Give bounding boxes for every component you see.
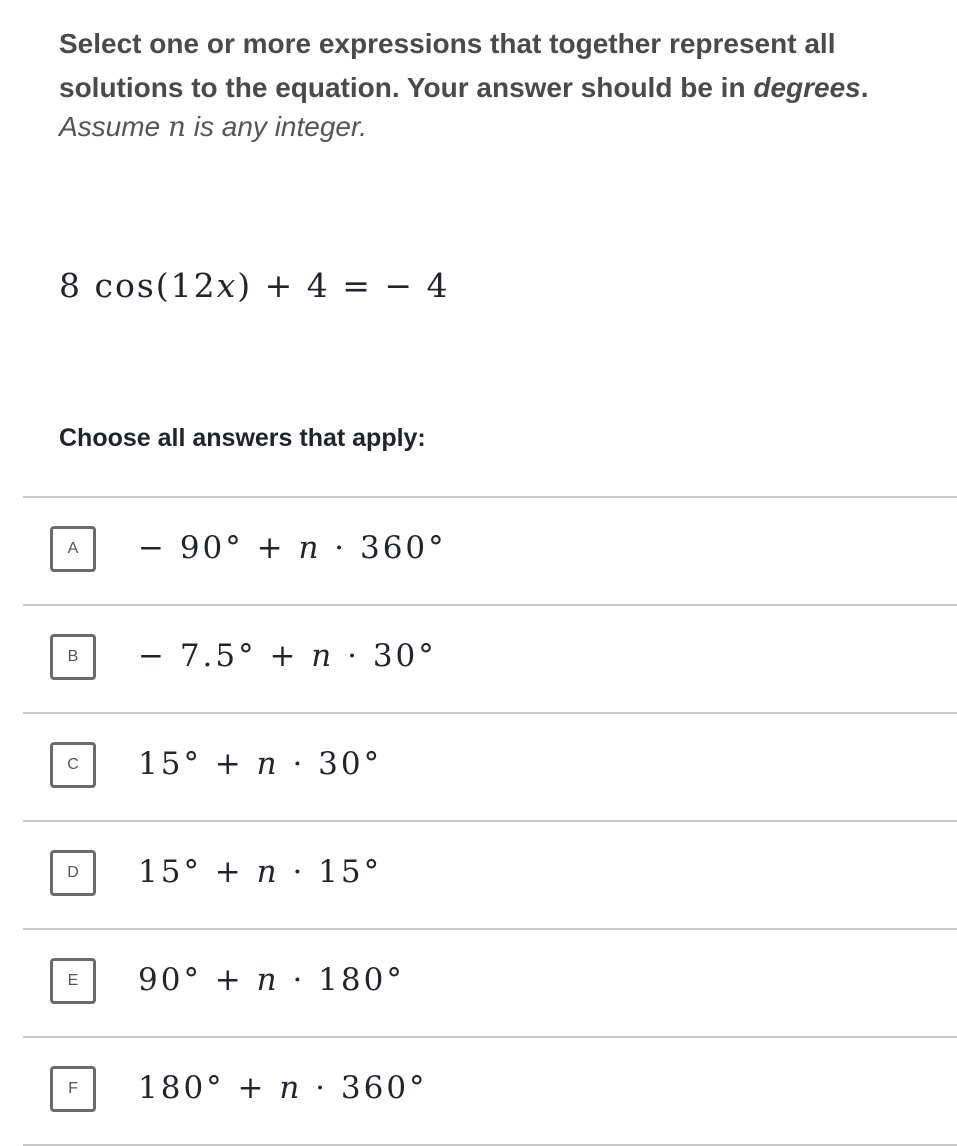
choose-prompt: Choose all answers that apply:: [59, 424, 426, 452]
assume-var: n: [167, 110, 186, 143]
option-b[interactable]: [23, 604, 957, 712]
option-expression: − 7.5° + 𝑛 · 30°: [138, 638, 437, 674]
option-expression: − 90° + 𝑛 · 360°: [138, 530, 447, 566]
assumption-text: [59, 110, 367, 143]
question-end: .: [860, 72, 869, 103]
question-main: Select one or more expressions that together represent all solutions to the equation. Your answer should be in: [59, 28, 836, 103]
option-expression: 180° + 𝑛 · 360°: [138, 1070, 428, 1106]
option-expression: 90° + 𝑛 · 180°: [138, 962, 405, 998]
option-expression: 15° + 𝑛 · 15°: [138, 854, 383, 890]
option-f[interactable]: [23, 1036, 957, 1146]
checkbox-f[interactable]: F: [50, 1066, 96, 1112]
checkbox-e[interactable]: E: [50, 958, 96, 1004]
checkbox-c[interactable]: C: [50, 742, 96, 788]
option-e[interactable]: [23, 928, 957, 1036]
question-text: [59, 22, 939, 110]
checkbox-b[interactable]: B: [50, 634, 96, 680]
option-a[interactable]: [23, 496, 957, 604]
assume-pre: Assume: [59, 111, 168, 142]
option-d[interactable]: [23, 820, 957, 928]
equation: 8 cos(12𝑥) + 4 = − 4: [59, 266, 450, 305]
question-emphasis: degrees: [753, 72, 861, 103]
checkbox-d[interactable]: D: [50, 850, 96, 896]
option-expression: 15° + 𝑛 · 30°: [138, 746, 383, 782]
checkbox-a[interactable]: A: [50, 526, 96, 572]
option-c[interactable]: [23, 712, 957, 820]
assume-post: is any integer.: [185, 111, 368, 142]
answer-options: [23, 496, 957, 1146]
